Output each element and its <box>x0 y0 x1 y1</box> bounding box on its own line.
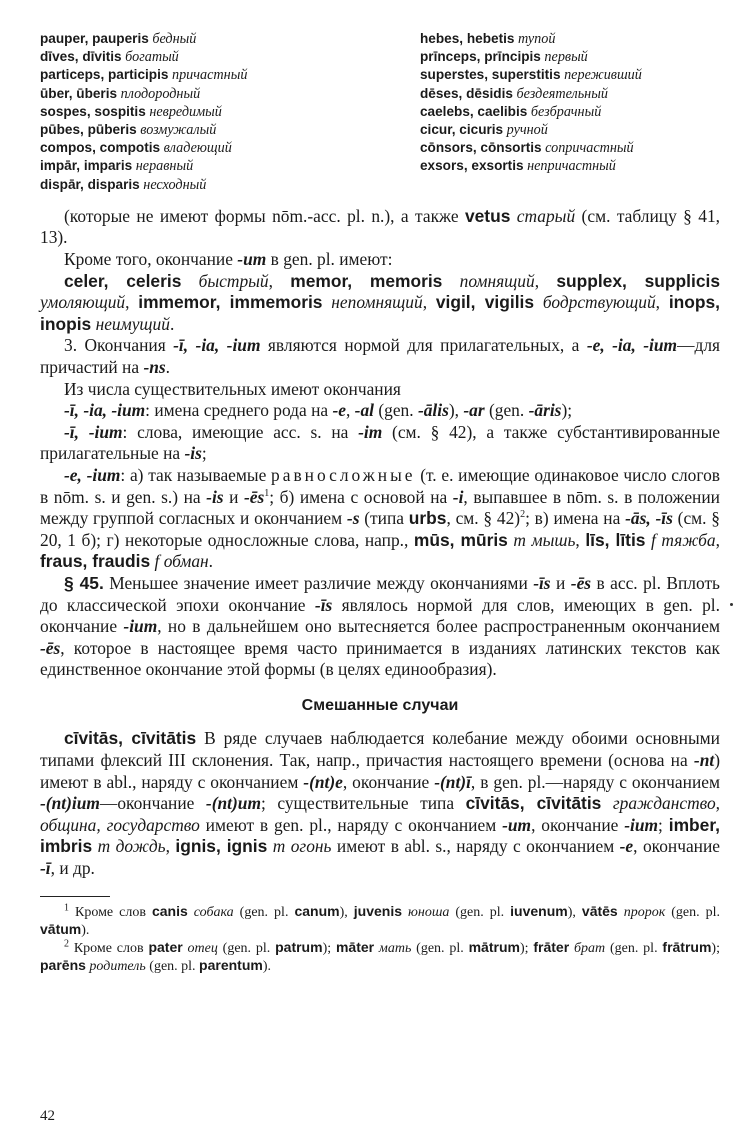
paragraph <box>40 249 720 271</box>
text: 3. Окончания <box>64 335 174 356</box>
translation: m дождь <box>92 836 166 857</box>
section-45 <box>40 573 720 681</box>
text: (gen. <box>484 400 529 421</box>
translation: собака <box>187 904 234 920</box>
text: ). <box>81 922 90 938</box>
text: Меньшее значение имеет различие между окончаниями <box>103 572 534 593</box>
latin-term: imber, imbris <box>40 814 720 857</box>
ending: -um <box>502 814 532 835</box>
word-entry <box>40 30 400 48</box>
word-list-left-column <box>40 30 400 194</box>
text: (gen. <box>373 400 418 421</box>
text: , <box>534 270 557 291</box>
latin-term: frāter <box>533 938 570 955</box>
text: , и др. <box>50 858 95 879</box>
text: в gen. pl. имеют: <box>266 249 393 270</box>
text: Кроме слов <box>69 904 152 920</box>
ending: -ēs <box>243 486 265 507</box>
section-number: § 45. <box>64 572 104 593</box>
latin-term: frātrum <box>662 938 712 955</box>
ending: -e, -ium <box>64 464 121 485</box>
page-number: 42 <box>40 1108 55 1124</box>
text: ), <box>567 904 582 920</box>
text: Из числа существительных имеют окончания <box>64 378 401 399</box>
latin-word: dīves, dīvitis <box>40 49 122 65</box>
latin-term: līs, lītis <box>585 529 646 550</box>
paragraph <box>40 400 720 422</box>
paragraph <box>40 379 720 401</box>
latin-term: immemor, immemoris <box>138 292 323 313</box>
paragraph <box>40 465 720 573</box>
text: являлось нормой для слов, имеющих в gen. pl. окончание <box>40 594 720 637</box>
text: имеют в gen. pl., наряду с окончанием <box>199 814 503 835</box>
text: , окончание <box>342 771 435 792</box>
ending: -ns <box>143 356 166 377</box>
translation: непричастный <box>527 158 616 175</box>
latin-word: hebes, hebetis <box>420 31 515 46</box>
word-entry <box>40 85 400 103</box>
text: имеют в abl. s., наряду с окончанием <box>331 836 620 857</box>
text: , см. § 42) <box>446 508 521 529</box>
ending: -ar <box>463 400 485 421</box>
footnote-number: 1 <box>64 901 69 913</box>
text: , выпавшее в nōm. s. в положении между группой согласных и окончанием <box>40 486 720 529</box>
text: ; <box>201 443 207 464</box>
footnote-1 <box>40 903 720 939</box>
text: В ряде случаев наблюдается колебание между обоими основными типами флексий III склонения. Так, напр., причастия настоящего времени (основа на <box>40 728 720 771</box>
translation: непомнящий <box>322 292 423 313</box>
text: , <box>422 292 436 313</box>
translation: старый <box>510 205 576 226</box>
translation: умоляющий <box>40 292 126 313</box>
paragraph <box>40 271 720 336</box>
paragraph <box>40 335 720 378</box>
ending: -ium <box>123 616 158 637</box>
text: ); <box>711 940 720 956</box>
latin-word: cicur, cicuris <box>420 122 504 138</box>
paragraph <box>40 422 720 465</box>
latin-term: canum <box>294 902 340 919</box>
word-entry <box>420 66 720 84</box>
text: (gen. pl. <box>217 940 276 956</box>
text: (т. е. имеющие одинаковое число слогов в nōm. s. и gen. s.) на <box>40 464 720 507</box>
latin-word: superstes, superstitis <box>420 67 561 83</box>
ending: -īs <box>314 594 333 615</box>
latin-term: canis <box>151 902 188 919</box>
word-entry <box>420 121 720 139</box>
translation: мать <box>374 940 412 956</box>
word-entry <box>420 103 720 121</box>
text: : слова, имеющие acc. s. на <box>122 421 359 442</box>
word-entry <box>420 157 720 175</box>
footnote-ref[interactable]: 2 <box>520 509 526 521</box>
text: . <box>169 313 175 334</box>
ending: -ēs <box>570 572 592 593</box>
translation: гражданство, община, государство <box>40 793 720 835</box>
section-heading: Смешанные случаи <box>301 696 459 714</box>
text: , <box>655 292 669 313</box>
ending: -al <box>354 400 374 421</box>
latin-term: mūs, mūris <box>413 529 508 550</box>
word-entry <box>40 176 400 194</box>
text: (см. § 42), а также субстантивированные прилагательные на <box>40 421 720 464</box>
text: ; существительные типа <box>261 793 466 814</box>
text: , <box>268 270 291 291</box>
text: (см. таблицу § 41, 13). <box>40 205 720 248</box>
text: , <box>575 529 586 550</box>
ending: -um <box>237 249 267 270</box>
latin-term: celer, celeris <box>64 270 182 291</box>
translation: возмужалый <box>140 122 217 139</box>
translation: m огонь <box>267 836 332 857</box>
ending: -ālis <box>417 400 449 421</box>
footnote-ref[interactable]: 1 <box>264 487 270 499</box>
text: (см. § 20, 1 б); г) некоторые односложные слова, напр., <box>40 508 721 550</box>
translation: бодрствующий <box>534 292 656 313</box>
translation: переживший <box>564 67 642 84</box>
text: Кроме того, окончание <box>64 249 238 270</box>
text: , <box>715 529 720 550</box>
translation: юноша <box>402 904 450 920</box>
translation: ручной <box>506 122 548 139</box>
latin-term: pater <box>148 938 183 955</box>
word-list-right-column <box>420 30 720 194</box>
ending: -e <box>619 836 634 857</box>
word-entry <box>40 66 400 84</box>
latin-word: compos, compotis <box>40 140 161 156</box>
text: (gen. pl. <box>449 904 511 920</box>
translation: безбрачный <box>530 103 602 120</box>
latin-term: memor, memoris <box>290 270 443 291</box>
text: : имена среднего рода на <box>145 400 333 421</box>
translation: помнящий <box>442 270 535 291</box>
text: (gen. pl. <box>665 904 721 920</box>
latin-term: juvenis <box>353 902 402 919</box>
ending: -ēs <box>40 637 61 658</box>
translation: тупой <box>517 31 556 47</box>
latin-term: parentum <box>199 956 263 973</box>
translation: бездеятельный <box>516 85 608 102</box>
text: ; в) имена на <box>525 508 626 529</box>
ending: -ī <box>40 858 51 879</box>
latin-term: māter <box>335 938 375 955</box>
ending: -e, -ia, -ium <box>586 335 678 356</box>
text: в acc. pl. Вплоть до классической эпохи окончание <box>40 572 720 615</box>
ending: -is <box>206 486 224 507</box>
ending: -s <box>346 508 360 529</box>
translation: плодородный <box>120 85 201 102</box>
text: ; б) имена с основой на <box>269 486 453 507</box>
translation: владеющий <box>163 140 232 157</box>
text: , окончание <box>633 836 720 857</box>
text: (gen. pl. <box>145 958 200 974</box>
ending: -is <box>184 443 202 464</box>
word-entry <box>420 48 720 66</box>
ending: -(nt)ium <box>40 793 100 814</box>
text: ; <box>658 814 669 835</box>
latin-word: pauper, pauperis <box>40 31 149 46</box>
latin-term: vigil, vigilis <box>435 292 535 313</box>
text: (которые не имеют формы nōm.-acc. pl. n.), а также <box>64 205 465 226</box>
translation: первый <box>544 49 588 66</box>
latin-term: supplex, supplicis <box>556 270 720 291</box>
ending: -ī, -ium <box>64 421 123 442</box>
word-entry <box>420 30 720 48</box>
text: являются нормой для прилагательных, а <box>260 335 587 356</box>
main-text <box>40 206 720 880</box>
ending: -ās, -īs <box>625 508 673 529</box>
latin-word: impār, imparis <box>40 158 133 174</box>
latin-term: inops, inopis <box>40 292 721 334</box>
translation: бедный <box>152 31 197 47</box>
word-list <box>40 30 720 194</box>
text: —окончание <box>99 793 206 814</box>
text: ); <box>519 940 534 956</box>
footnote-2 <box>40 939 720 975</box>
latin-term: vātēs <box>581 902 618 919</box>
translation: брат <box>569 940 606 956</box>
paragraph <box>40 206 720 249</box>
ending: -nt <box>693 750 715 771</box>
ending: -(nt)ī <box>434 771 471 792</box>
ending: -ī, -ia, -ium <box>64 400 146 421</box>
section-number: cīvitās, cīvitātis <box>64 728 197 749</box>
word-entry <box>420 139 720 157</box>
word-entry <box>40 48 400 66</box>
ending: -īs <box>533 572 551 593</box>
latin-term: fraus, fraudis <box>40 551 151 572</box>
ending: -ī, -ia, -ium <box>173 335 261 356</box>
word-entry <box>40 139 400 157</box>
translation: f тяжба <box>645 529 716 550</box>
text: ). <box>262 958 272 974</box>
ending: -i <box>452 486 464 507</box>
latin-term: mātrum <box>468 938 520 955</box>
speck-mark <box>730 603 733 606</box>
ending: -im <box>358 421 383 442</box>
text: , <box>345 400 355 421</box>
latin-word: exsors, exsortis <box>420 158 524 174</box>
footnote-number: 2 <box>64 937 69 949</box>
latin-word: caelebs, caelibis <box>420 103 528 119</box>
footnote-divider <box>40 896 110 897</box>
translation: богатый <box>125 49 179 66</box>
text: и <box>550 572 571 593</box>
text: ) имеют в abl., наряду с окончанием <box>40 750 720 792</box>
latin-term: cīvitās, cīvitātis <box>465 793 602 814</box>
translation: быстрый <box>181 270 269 291</box>
ending: -āris <box>528 400 562 421</box>
word-entry <box>420 85 720 103</box>
ending: -(nt)um <box>205 793 261 814</box>
text: ), <box>448 400 464 421</box>
translation: родитель <box>85 958 146 974</box>
spaced-term: равносложные <box>271 464 416 485</box>
translation: неравный <box>135 158 194 175</box>
translation: f обман <box>150 551 209 572</box>
ending: -ium <box>624 814 659 835</box>
latin-term: vātum <box>40 920 82 937</box>
latin-word: sospes, sospitis <box>40 103 146 119</box>
text: , в gen. pl.—наряду с окончанием <box>470 771 720 792</box>
text: (gen. pl. <box>605 940 663 956</box>
translation: отец <box>182 940 218 956</box>
latin-word: dispār, disparis <box>40 176 140 192</box>
latin-word: prīnceps, prīncipis <box>420 49 541 65</box>
latin-term: iuvenum <box>510 902 568 919</box>
latin-word: dēses, dēsidis <box>420 85 513 101</box>
text: : а) так называемые <box>120 464 272 485</box>
text: и <box>223 486 244 507</box>
translation: сопричастный <box>545 140 634 157</box>
translation: неимущий <box>91 313 170 334</box>
translation: несходный <box>143 176 207 193</box>
ending: -(nt)e <box>303 771 343 792</box>
word-entry <box>40 157 400 175</box>
translation: невредимый <box>149 103 222 120</box>
text: ), <box>339 904 354 920</box>
footnotes <box>40 903 720 975</box>
text: . <box>208 551 214 572</box>
latin-term: vetus <box>464 205 511 226</box>
text: Кроме слов <box>69 940 149 956</box>
latin-word: pūbes, pūberis <box>40 122 137 138</box>
section-46 <box>40 728 720 879</box>
text: (gen. pl. <box>233 904 295 920</box>
text: (gen. pl. <box>411 940 469 956</box>
text: , <box>125 292 139 313</box>
latin-word: particeps, participis <box>40 67 169 83</box>
text: ); <box>322 940 336 956</box>
text: , <box>165 836 176 857</box>
text: —для причастий на <box>40 335 720 377</box>
text: , которое в настоящее время часто принимается в изданиях латинских текстов как единственное окончание этой формы (в целях единообразия). <box>40 637 720 680</box>
latin-word: ūber, ūberis <box>40 85 118 101</box>
text: , но в дальнейшем оно вытесняется более распространенным окончанием <box>157 616 720 637</box>
page-content <box>40 30 720 975</box>
translation: пророк <box>617 904 666 920</box>
text: ); <box>561 400 573 421</box>
text: . <box>165 356 171 377</box>
latin-term: ignis, ignis <box>175 836 268 857</box>
latin-term: patrum <box>275 938 323 955</box>
text: (типа <box>359 508 409 529</box>
text: , окончание <box>531 814 625 835</box>
word-entry <box>40 103 400 121</box>
latin-term: parēns <box>40 956 86 973</box>
latin-term: urbs <box>408 508 447 529</box>
translation: причастный <box>171 67 248 84</box>
ending: -e <box>332 400 346 421</box>
translation: m мышь <box>507 529 576 550</box>
latin-word: cōnsors, cōnsortis <box>420 140 542 156</box>
word-entry <box>40 121 400 139</box>
